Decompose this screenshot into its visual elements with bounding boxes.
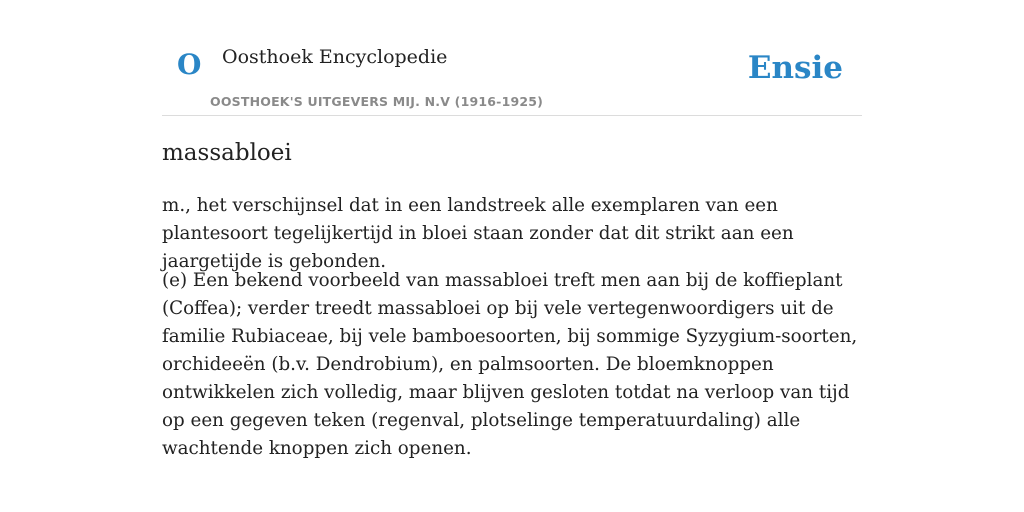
entry-definition: m., het verschijnsel dat in een landstreek alle exemplaren van een plantesoort tegelijkertijd in bloei staan zonder dat dit strikt aan een jaargetijde is gebonden. — [162, 195, 794, 272]
entry-title: massabloei — [162, 140, 292, 166]
source-title-link[interactable]: Oosthoek Encyclopedie — [222, 46, 448, 68]
entry-paragraph: (e) Een bekend voorbeeld van massabloei treft men aan bij de koffieplant (Coffea); verder treedt massabloei op bij vele vertegenwoordigers uit de familie Rubiaceae, bij vele bamboesoorten, bij sommige Syzygium-soorten, orchideeën (b.v. Dendrobium), en palmsoorten. De bloemknoppen ontwikkelen zich volledig, maar blijven gesloten totdat na verloop van tijd op een gegeven teken (regenval, plotselinge temperatuurdaling) alle wachtende knoppen zich openen. — [162, 270, 858, 459]
ensie-logo-link[interactable]: Ensie — [747, 50, 843, 86]
source-logo[interactable]: O — [177, 48, 202, 81]
page-container — [162, 0, 862, 459]
site-header — [162, 0, 862, 116]
publisher-label: OOSTHOEK'S UITGEVERS MIJ. N.V (1916-1925) — [210, 94, 544, 109]
